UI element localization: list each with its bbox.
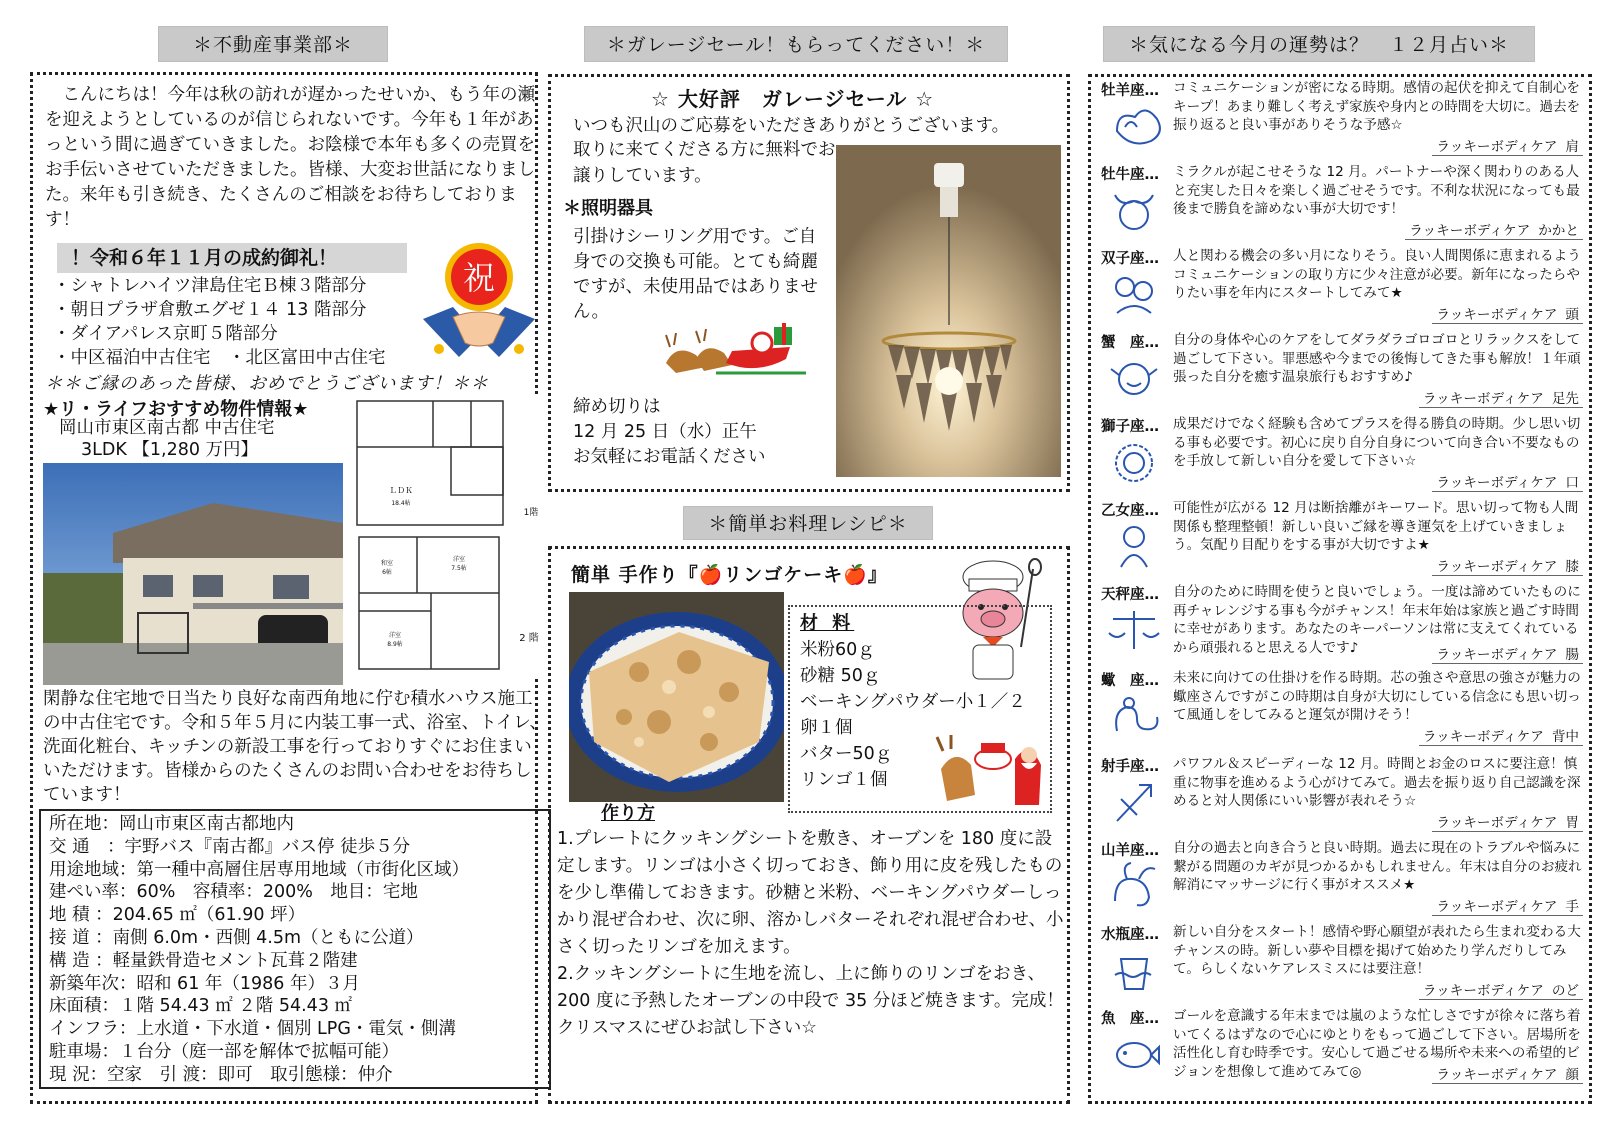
zodiac-text: コミュニケーションが密になる時期。感情の起伏を抑えて自制心をキープ！あまり難しく考えず家族や身内との時間を大切に。過去を振り返ると良い事がありそうな予感☆ [1173,80,1581,133]
zodiac-entry [1099,921,1583,1005]
zodiac-text: ゴールを意識する年末までは嵐のような忙しさですが徐々に落ち着いてくるはずなので心にゆとりをもって過ごして下さい。居場所を活性化し育む時季です。安心して過ごせる場所や未来への希望的ビジョンを想像して進めてみて◎ [1173,1008,1581,1080]
lucky-label: ラッキーボディケア [1436,647,1558,663]
yoshitsu-size-1: 7.5帖 [451,565,467,572]
zodiac-entry [1099,1005,1583,1089]
zodiac-name: 双子座… [1101,251,1159,267]
contract-title: ！令和６年１１月の成約御礼！ [57,243,407,273]
zodiac-entry [1099,667,1583,751]
list-item: ・ 朝日プラザ倉敷エグゼ１４ 13 階部分 [53,298,413,322]
deadline-contact: お気軽にお電話ください [573,447,766,467]
property-description: 閑静な住宅地で日当たり良好な南西角地に佇む積水ハウス施工の中古住宅です。令和５年５月に内装工事一式、浴室、トイレ、洗面化粧台、キッチンの新設工事を行っておりすぐにお住まいいただけます。皆様からのたくさんのお問い合わせをお待ちしています！ [43,689,547,805]
ingredients-heading: 材 料 [800,613,855,634]
garage-panel [548,74,1070,492]
deadline-block [573,395,766,470]
zodiac-text: 新しい自分をスタート！感情や野心願望が表れたら生まれ変わる大チャンスの時。新しい夢や目標を掲げて始めたり学んだりしてみて。らしくないケアレスミスには要注意！ [1173,924,1581,977]
taurus-icon [1107,185,1161,235]
garage-header: ＊ガレージセール！もらってください！＊ [584,26,1008,62]
lucky-body-care [1405,219,1583,240]
zodiac-name: 蟹 座… [1101,335,1159,351]
realestate-panel [30,72,547,1104]
lucky-body-care [1419,725,1583,746]
leo-icon [1107,437,1161,487]
sagittarius-icon [1107,777,1161,827]
spec-row: 床面積：１階 54.43 ㎡ ２階 54.43 ㎡ [49,996,353,1017]
apple-cake-photo [569,592,784,802]
lucky-body-part: 頭 [1565,307,1579,323]
zodiac-entry [1099,161,1583,245]
zodiac-text: 自分のために時間を使うと良いでしょう。一度は諦めていたものに再チャレンジする事も今がチャンス！年末年始は家族と過ごす時間に幸せがあります。あなたのキーパーソンは常に支えてくれているから頑張れると思える人です♪ [1173,584,1581,656]
lucky-label: ラッキーボディケア [1422,983,1544,999]
lucky-label: ラッキーボディケア [1436,139,1558,155]
garage-take: 取りに来てくださる方に無料でお譲りしています。 [573,140,836,186]
gemini-icon [1107,269,1161,319]
celebration-handshake-icon [419,237,539,367]
lucky-body-part: 胃 [1565,815,1579,831]
ingredient-item: バター50ｇ [800,744,893,764]
spec-row: 現 況：空家 引 渡：即可 取引態様：仲介 [49,1064,393,1085]
lucky-body-care [1432,1063,1583,1084]
ldk-size: 18.4帖 [391,500,411,507]
zodiac-name: 牡羊座… [1101,83,1159,99]
lucky-body-care [1432,895,1583,916]
zodiac-name: 山羊座… [1101,843,1159,859]
lucky-label: ラッキーボディケア [1436,1067,1558,1083]
lucky-label: ラッキーボディケア [1422,391,1544,407]
greeting-text: こんにちは！今年は秋の訪れが遅かったせいか、もう年の瀬を迎えようとしているのが信じられないです。今年も１年があっという間に過ぎていきました。お陰様で本年も多くの売買をお手伝いさせていただきました。皆様、大変お世話になりました。来年も引き続き、たくさんのご相談をお待ちしております！ [45,85,535,230]
ingredient-item: 米粉60ｇ [800,640,875,660]
ingredient-item: 砂糖 50ｇ [800,666,881,686]
list-item: ・ ダイアパレス京町５階部分 [53,322,413,346]
zodiac-text: 自分の身体や心のケアをしてダラダラゴロゴロとリラックスをして過ごして下さい。罪悪感や今までの後悔してきた事も解放！１年頑張った自分を癒す温泉旅行もおすすめ♪ [1173,332,1581,385]
lucky-body-care [1419,387,1583,408]
yoshitsu-label-2: 洋室 [388,632,402,639]
lucky-label: ラッキーボディケア [1409,223,1531,239]
lucky-body-care [1432,471,1583,492]
lucky-label: ラッキーボディケア [1436,899,1558,915]
zodiac-entry [1099,413,1583,497]
iwai-char: 祝 [462,259,496,297]
lucky-label: ラッキーボディケア [1436,559,1558,575]
cancer-icon [1107,353,1161,403]
capricorn-icon [1107,861,1161,911]
zodiac-name: 蠍 座… [1101,673,1159,689]
zodiac-entry [1099,837,1583,921]
spec-row: 新築年次：昭和 61 年（1986 年）３月 [49,973,360,994]
lucky-body-part: 腸 [1565,647,1579,663]
recommend-address: 岡山市東区南古都 中古住宅 [59,418,275,438]
contract-list [53,274,413,370]
lucky-body-part: 口 [1565,475,1579,491]
fortune-header: ＊気になる今月の運勢は？ １２月占い＊ [1103,26,1535,62]
zodiac-text: パワフル＆スピーディーな 12 月。時間とお金のロスに要注意！慎重に物事を進めるよう心がけてみて。過去を振り返り自己認識を深めると対人関係にいい影響が表れそう☆ [1173,756,1581,809]
yoshitsu-size-2: 8.9帖 [387,641,403,648]
washitsu-label: 和室 [380,560,394,567]
santa-reindeer-cake-icon [931,729,1051,813]
zodiac-text: 可能性が広がる 12 月は断捨離がキーワード。思い切って物も人間関係も整理整頓！新しい良いご縁を導き運気を上げていきましょう。気配り目配りをする事が大切ですよ★ [1173,500,1579,553]
recipe-title: 簡単 手作り『🍎リンゴケーキ🍎』 [571,564,888,586]
list-item: ・ 中区福泊中古住宅 ・北区富田中古住宅 [53,346,413,370]
zodiac-name: 天秤座… [1101,587,1159,603]
recipe-step: 2.クッキングシートに生地を流し、上に飾りのリンゴをおき、200 度に予熱したオーブンの中段で 35 分ほど焼きます。完成！クリスマスにぜひお試し下さい☆ [557,964,1064,1038]
aries-icon [1107,101,1161,151]
recipe-steps [557,826,1065,1042]
zodiac-name: 射手座… [1101,759,1159,775]
spec-row: 構 造 ：軽量鉄骨造セメント瓦葺２階建 [49,950,358,971]
zodiac-entry [1099,329,1583,413]
zodiac-entry [1099,753,1583,837]
fortune-panel [1088,74,1592,1104]
scorpio-icon [1107,691,1161,741]
lucky-label: ラッキーボディケア [1436,475,1558,491]
pisces-icon [1107,1029,1161,1079]
deadline-date: 12 月 25 日（水）正午 [573,422,757,442]
lucky-body-part: 足先 [1551,391,1579,407]
recommend-title: ★リ・ライフおすすめ物件情報★ [43,399,309,420]
congrats-text: ＊＊ご縁のあった皆様、おめでとうございます！＊＊ [45,374,489,394]
recipe-header: ＊簡単お料理レシピ＊ [683,506,933,540]
lucky-body-part: 肩 [1565,139,1579,155]
zodiac-name: 水瓶座… [1101,927,1159,943]
recommend-price: 3LDK 【1,280 万円】 [81,440,259,460]
lucky-body-part: かかと [1538,223,1579,239]
spec-row: 交 通 ：宇野バス『南古都』バス停 徒歩５分 [49,836,411,857]
spec-row: 用途地域：第一種中高層住居専用地域（市街化区域） [49,859,469,880]
zodiac-text: 成果だけでなく経験も含めてプラスを得る勝負の時期。少し思い切る事も必要です。初心に戻り自分自身について向き合い不要なものを手放して新しい自分を愛して下さい☆ [1173,416,1581,469]
zodiac-text: 人と関わる機会の多い月になりそう。良い人間関係に恵まれるようコミュニケーションの取り方に少々注意が必要。新年になったらやりたい事を年内にスタートしてみて★ [1173,248,1581,301]
spec-row: 接 道 ：南側 6.0m・西側 4.5m（ともに公道） [49,927,424,948]
spec-row: 地 積 ：204.65 ㎡（61.90 坪） [49,905,306,926]
lucky-body-care [1432,135,1583,156]
zodiac-name: 魚 座… [1101,1011,1159,1027]
virgo-icon [1107,521,1161,571]
washitsu-size: 6帖 [382,569,392,576]
ingredient-item: ベーキングパウダー小１／２ [800,692,1026,712]
lucky-label: ラッキーボディケア [1422,729,1544,745]
floor-2-label: 2 階 [519,633,539,644]
deadline-label: 締め切りは [573,397,661,417]
floor-1-label: 1階 [523,508,539,518]
lucky-label: ラッキーボディケア [1436,307,1558,323]
ingredient-item: リンゴ１個 [800,770,888,790]
lucky-body-care [1432,811,1583,832]
zodiac-entry [1099,581,1583,671]
recipe-panel [548,546,1070,1104]
lucky-body-part: のど [1551,983,1579,999]
ldk-label: ＬＤＫ [389,486,413,495]
item-heading: ＊照明器具 [563,198,653,219]
zodiac-text: ミラクルが起こせそうな 12 月。パートナーや深く関わりのある人と充実した日々を楽しく過ごせそうです。不利な状況になっても最後まで勝負を諦めない事が大切です！ [1173,164,1580,217]
recipe-step: 1.プレートにクッキングシートを敷き、オーブンを 180 度に設定します。リンゴは小さく切っておき、飾り用に皮を残したものを少し準備しておきます。砂糖と米粉、ベーキングパウダーしっかり混ぜ合わせ、次に卵、溶かしバターそれぞれ混ぜ合わせ、小さく切ったリンゴを加えます。 [557,829,1064,957]
realestate-header: ＊不動産事業部＊ [158,26,388,62]
yoshitsu-label-1: 洋室 [452,556,466,563]
lucky-label: ラッキーボディケア [1436,815,1558,831]
lucky-body-part: 膝 [1565,559,1579,575]
zodiac-text: 未来に向けての仕掛けを作る時期。芯の強さや意思の強さが魅力の蠍座さんですがこの時期は自身が大切にしている信念にも思い切って風通しをしてみると運気が開けそう！ [1173,670,1581,723]
santa-sleigh-icon [656,323,806,393]
spec-row: 所在地：岡山市東区南古都地内 [49,814,294,834]
property-spec-box [39,809,551,1089]
chandelier-photo [836,145,1061,477]
lucky-body-part: 顔 [1565,1067,1579,1083]
ingredient-item: 卵１個 [800,718,853,738]
garage-thanks: いつも沢山のご応募をいただきありがとうございます。 [573,116,1010,136]
list-item: ・ シャトレハイツ津島住宅Ｂ棟３階部分 [53,274,413,298]
lucky-body-care [1432,643,1583,664]
lucky-body-care [1419,979,1583,1000]
zodiac-name: 乙女座… [1101,503,1159,519]
lucky-body-part: 手 [1565,899,1579,915]
zodiac-entry [1099,77,1583,161]
spec-row: インフラ：上水道・下水道・個別 LPG・電気・側溝 [49,1019,456,1040]
garage-title: ☆ 大好評 ガレージセール ☆ [651,87,935,111]
zodiac-entry [1099,245,1583,329]
house-photo [43,463,343,685]
zodiac-entry [1099,497,1583,581]
zodiac-name: 牡牛座… [1101,167,1159,183]
spec-row: 建ぺい率：60% 容積率：200% 地目：宅地 [49,882,418,903]
aquarius-icon [1107,945,1161,995]
method-heading: 作り方 [601,803,655,824]
zodiac-name: 獅子座… [1101,419,1159,435]
spec-row: 駐車場：１台分（庭一部を解体で拡幅可能） [49,1041,399,1062]
libra-icon [1107,605,1161,655]
lucky-body-care [1432,303,1583,324]
lucky-body-part: 背中 [1551,729,1579,745]
lucky-body-care [1432,555,1583,576]
zodiac-text: 自分の過去と向き合うと良い時期。過去に現在のトラブルや悩みに繋がる問題のカギが見つかるかもしれません。年末は自分のお疲れ解消にマッサージに行く事がオススメ★ [1173,840,1582,893]
item-description: 引掛けシーリング用です。ご自身での交換も可能。とても綺麗ですが、未使用品ではありません。 [573,227,818,322]
floorplan-diagram [351,397,547,677]
